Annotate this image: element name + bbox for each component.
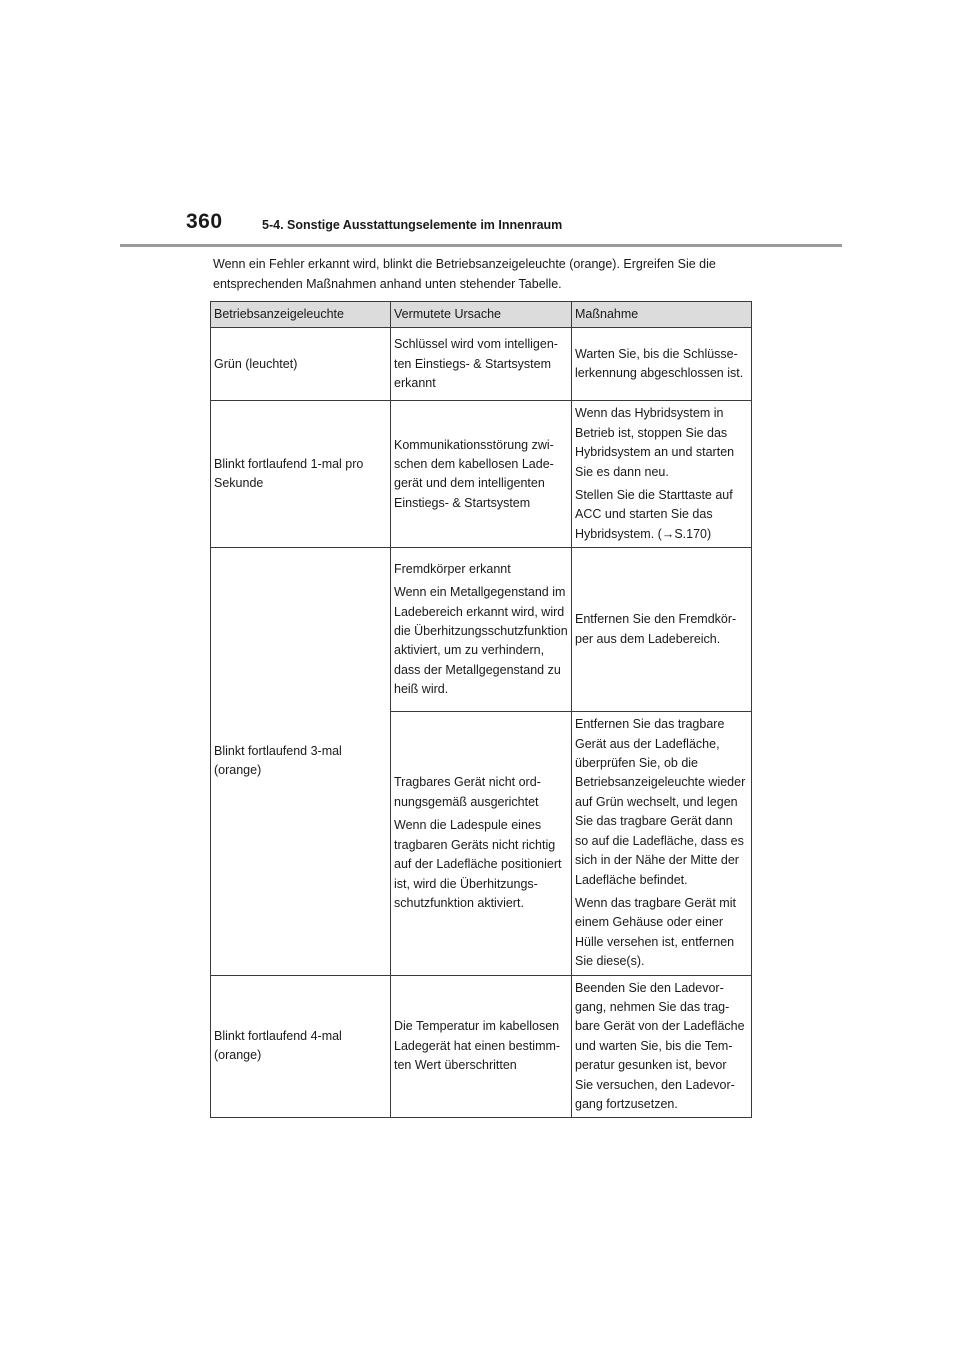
table-row [211,401,752,548]
cause-text: Die Temperatur im kabellosen Ladegerät hat einen bestimmten Wert überschritten [394,1019,561,1073]
action-text: Stellen Sie die Starttaste auf ACC und starten Sie das Hybridsystem. (→S.170) [575,488,733,541]
cause-text: Wenn ein Metallgegenstand im Ladebereich erkannt wird, wird die Überhitzungsschutzfunktion aktiviert, um zu verhindern, dass der Metallgegenstand zu heiß wird. [394,585,568,697]
indicator-cell: Grün (leuchtet) [211,328,391,401]
cause-text: Schlüssel wird vom intelligenten Einstiegs- & Startsystem erkannt [394,337,558,391]
cause-cell [391,975,572,1118]
table-row [211,975,752,1118]
table-row [211,548,752,712]
action-text: Entfernen Sie den Fremdkörper aus dem Ladebereich. [575,612,737,646]
action-cell [572,548,752,712]
cause-cell [391,401,572,548]
cause-text: Wenn die Ladespule eines tragbaren Geräts nicht richtig auf der Ladefläche positioniert ist, wird die Überhitzungsschutzfunktion aktiviert. [394,818,562,910]
table-row [211,328,752,401]
cause-text: Tragbares Gerät nicht ordnungsgemäß ausgerichtet [394,775,541,809]
action-text: Wenn das Hybridsystem in Betrieb ist, stoppen Sie das Hybridsystem an und starten Sie es dann neu. [575,406,735,479]
indicator-cell: Blinkt fortlaufend 4-mal (orange) [211,975,391,1118]
column-header-cause: Vermutete Ursache [391,302,572,328]
action-text: Beenden Sie den Ladevorgang, nehmen Sie das tragbare Gerät von der Ladefläche und warten Sie, bis die Temperatur gesunken ist, bevor Sie versuchen, den Ladevorgang fortzusetzen. [575,980,745,1111]
table-header-row [211,302,752,328]
action-cell [572,975,752,1118]
action-text: Entfernen Sie das tragbare Gerät aus der Ladefläche, überprüfen Sie, ob die Betriebsanzeigeleuchte wieder auf Grün wechselt, und legen Sie das tragbare Gerät dann so auf die Ladefläche, dass es sich in der Nähe der Mitte der Ladefläche befindet. [575,717,746,887]
action-cell [572,401,752,548]
header-rule [120,244,842,247]
action-text: Wenn das tragbare Gerät mit einem Gehäuse oder einer Hülle versehen ist, entfernen Sie diese(s). [575,895,736,969]
action-cell [572,712,752,975]
indicator-cell: Blinkt fortlaufend 1-mal pro Sekunde [211,401,391,548]
intro-text: Wenn ein Fehler erkannt wird, blinkt die Betriebsanzeigeleuchte (orange). Ergreifen Sie die entsprechenden Maßnahmen anhand unten stehender Tabelle. [213,257,716,291]
cause-cell [391,548,572,712]
column-header-indicator: Betriebsanzeigeleuchte [211,302,391,328]
cause-cell [391,712,572,975]
cause-cell [391,328,572,401]
column-header-action: Maßnahme [572,302,752,328]
cause-text: Fremdkörper erkannt [394,561,511,576]
indicator-cell: Blinkt fortlaufend 3-mal (orange) [211,548,391,975]
action-cell [572,328,752,401]
cause-text: Kommunikationsstörung zwischen dem kabellosen Ladegerät und dem intelligenten Einstiegs- & Startsystem [394,437,554,510]
action-text: Warten Sie, bis die Schlüsselerkennung abgeschlossen ist. [575,347,744,381]
section-title: 5-4. Sonstige Ausstattungselemente im Innenraum [262,218,563,232]
indicator-status-table [210,301,752,1118]
page-number: 360 [186,210,223,233]
